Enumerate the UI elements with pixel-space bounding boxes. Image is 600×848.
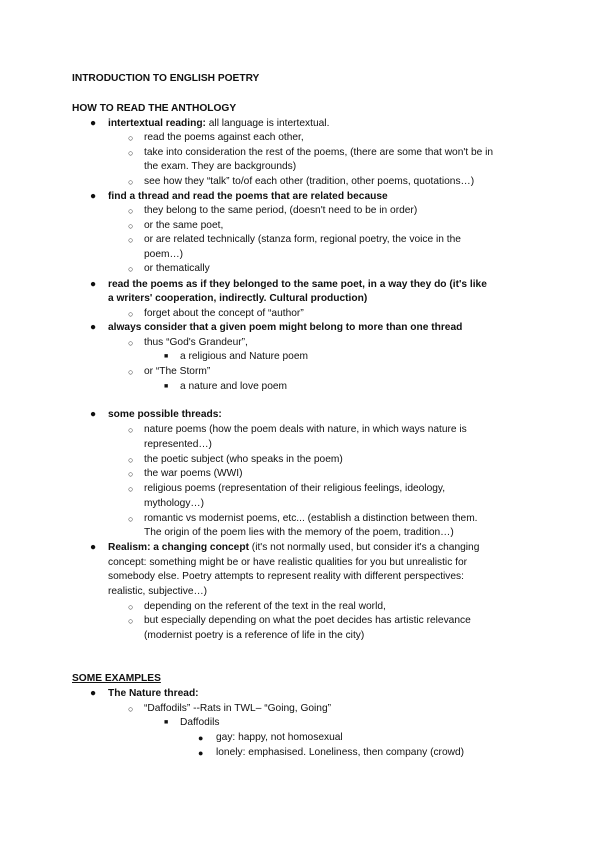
circle-bullet: ○ xyxy=(128,206,134,216)
circle-bullet: ○ xyxy=(128,455,134,465)
bullet-dot: ● xyxy=(90,191,97,202)
list-item xyxy=(108,321,462,336)
sub-item: or the same poet, xyxy=(144,220,224,231)
sub-item: or “The Storm” xyxy=(144,366,211,377)
sub-item: religious poems (representation of their religious feelings, ideology, xyxy=(144,483,446,494)
list-item xyxy=(108,117,329,132)
item-bold: Realism: a changing concept xyxy=(108,542,249,553)
circle-bullet: ○ xyxy=(128,704,134,714)
list-item xyxy=(108,408,222,423)
sub-sub-item: a religious and Nature poem xyxy=(180,351,308,362)
circle-bullet: ○ xyxy=(128,602,134,612)
list-item-continued: concept: something might be or have realistic qualities for you but unrealistic for xyxy=(108,557,468,568)
sub-item: or are related technically (stanza form, regional poetry, the voice in the xyxy=(144,234,461,245)
section-heading-anthology: HOW TO READ THE ANTHOLOGY xyxy=(72,103,237,114)
sub-item: read the poems against each other, xyxy=(144,132,304,143)
bullet-dot: ● xyxy=(90,322,97,333)
list-item xyxy=(108,541,479,556)
sub-item: thus “God's Grandeur”, xyxy=(144,337,248,348)
circle-bullet: ○ xyxy=(128,514,134,524)
item-text: all language is intertextual. xyxy=(205,118,330,129)
point-item: lonely: emphasised. Loneliness, then company (crowd) xyxy=(216,747,465,758)
sub-item: or thematically xyxy=(144,263,210,274)
bullet-dot: ● xyxy=(198,733,204,743)
circle-bullet: ○ xyxy=(128,616,134,626)
sub-item: the poetic subject (who speaks in the poem) xyxy=(144,454,343,465)
circle-bullet: ○ xyxy=(128,309,134,319)
bullet-dot: ● xyxy=(90,118,97,129)
sub-item-continued: represented…) xyxy=(144,439,212,450)
sub-item-continued: the exam. They are backgrounds) xyxy=(144,161,297,172)
sub-item-continued: mythology…) xyxy=(144,498,205,509)
item-bold: intertextual reading: xyxy=(108,118,206,129)
list-item: read the poems as if they belonged to the same poet, in a way they do (it's like xyxy=(108,279,487,290)
bullet-dot: ● xyxy=(90,279,97,290)
circle-bullet: ○ xyxy=(128,264,134,274)
item-bold: always consider that a given poem might belong to more than one thread xyxy=(108,322,463,333)
document-title: INTRODUCTION TO ENGLISH POETRY xyxy=(72,73,260,84)
bullet-dot: ● xyxy=(90,409,97,420)
point-item: gay: happy, not homosexual xyxy=(216,732,343,743)
sub-item: they belong to the same period, (doesn't need to be in order) xyxy=(144,205,418,216)
list-item-continued: a writers' cooperation, indirectly. Cultural production) xyxy=(108,293,368,304)
section-heading-examples: SOME EXAMPLES xyxy=(72,673,161,684)
sub-item: romantic vs modernist poems, etc... (establish a distinction between them. xyxy=(144,513,478,524)
item-bold: find a thread and read the poems that are related because xyxy=(108,191,388,202)
circle-bullet: ○ xyxy=(128,221,134,231)
sub-item: take into consideration the rest of the poems, (there are some that won't be in xyxy=(144,147,494,158)
square-bullet: ■ xyxy=(164,383,169,390)
bullet-dot: ● xyxy=(90,542,97,553)
circle-bullet: ○ xyxy=(128,148,134,158)
sub-item: depending on the referent of the text in the real world, xyxy=(144,601,386,612)
circle-bullet: ○ xyxy=(128,367,134,377)
bullet-dot: ● xyxy=(198,748,204,758)
sub-sub-item: Daffodils xyxy=(180,717,220,728)
sub-item-continued: poem…) xyxy=(144,249,184,260)
sub-item: nature poems (how the poem deals with nature, in which ways nature is xyxy=(144,424,467,435)
sub-item-continued: (modernist poetry is a reference of life in the city) xyxy=(144,630,365,641)
circle-bullet: ○ xyxy=(128,177,134,187)
circle-bullet: ○ xyxy=(128,235,134,245)
square-bullet: ■ xyxy=(164,719,169,726)
circle-bullet: ○ xyxy=(128,133,134,143)
item-text: (it's not normally used, but consider it's a changing xyxy=(248,542,480,553)
square-bullet: ■ xyxy=(164,353,169,360)
sub-item: the war poems (WWI) xyxy=(144,468,243,479)
circle-bullet: ○ xyxy=(128,484,134,494)
sub-item: but especially depending on what the poet decides has artistic relevance xyxy=(144,615,471,626)
sub-item: “Daffodils” --Rats in TWL– “Going, Going” xyxy=(144,703,332,714)
list-item xyxy=(108,190,388,205)
list-item: The Nature thread: xyxy=(108,688,199,699)
item-bold: some possible threads: xyxy=(108,409,222,420)
circle-bullet: ○ xyxy=(128,425,134,435)
sub-item-continued: The origin of the poem lies with the memory of the poem, tradition…) xyxy=(144,527,454,538)
circle-bullet: ○ xyxy=(128,469,134,479)
sub-sub-item: a nature and love poem xyxy=(180,381,288,392)
sub-item: see how they “talk” to/of each other (tradition, other poems, quotations…) xyxy=(144,176,475,187)
bullet-dot: ● xyxy=(90,688,97,699)
list-item-continued: somebody else. Poetry attempts to represent reality with different perspectives: xyxy=(108,571,464,582)
circle-bullet: ○ xyxy=(128,338,134,348)
list-item-continued: realistic, subjective…) xyxy=(108,586,208,597)
sub-item: forget about the concept of “author” xyxy=(144,308,304,319)
